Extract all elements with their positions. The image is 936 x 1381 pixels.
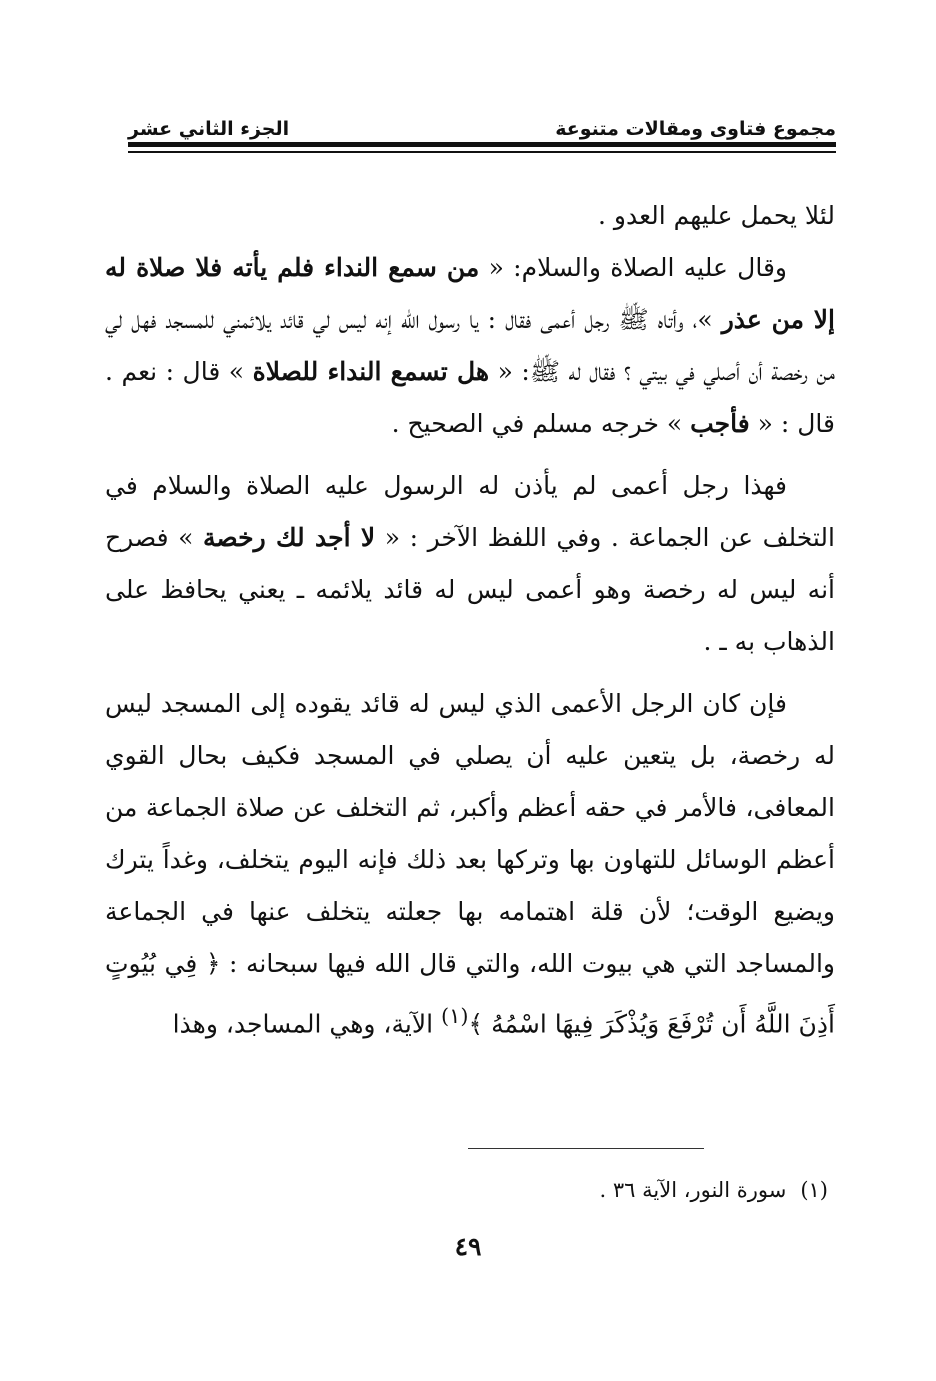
paragraph-2-narrative: »، وأتاه ﷺ رجل أعمى فقال : يا رسول الله إنه ليس لي قائد يلائمني للمسجد فهل لي من رخصة أن أصلي في بيتي ؟ فقال له ﷺ: « [105, 305, 836, 386]
quran-verse: فِي بُيُوتٍ أَذِنَ اللَّهُ أَن تُرْفَعَ وَيُذْكَرَ فِيهَا اسْمُهُ [105, 949, 835, 1039]
running-header [128, 108, 836, 140]
paragraph-2-source: » خرجه مسلم في الصحيح . [391, 409, 691, 438]
page-number: ٤٩ [454, 1232, 482, 1261]
hadith-quote-4: لا أجد لك رخصة [203, 523, 376, 552]
footnote-separator [468, 1148, 704, 1149]
footnote-number: (١) [800, 1178, 828, 1202]
main-text [105, 190, 835, 1060]
paragraph-4-text: فإن كان الرجل الأعمى الذي ليس له قائد يقوده إلى المسجد ليس له رخصة، بل يتعين عليه أن يصلي في المسجد فكيف بحال القوي المعافى، فالأمر في حقه أعظم وأكبر، ثم التخلف عن صلاة الجماعة من أعظم الوسائل للتهاون بها وتركها بعد ذلك فإنه اليوم يتخلف، وغداً يترك ويضيع الوقت؛ لأن قلة اهتمامه بها جعلته يتخلف عنها في الجماعة والمساجد التي هي بيوت الله، والتي قال الله فيها سبحانه : ﴿ [105, 689, 836, 978]
paragraph-3-intro: فهذا رجل أعمى لم يأذن له الرسول عليه الصلاة والسلام في التخلف عن الجماعة . وفي اللفظ الآخر : « [105, 471, 835, 552]
quran-verse-close: ﴾ [468, 1009, 492, 1039]
header-book-title: مجموع فتاوى ومقالات متنوعة [555, 118, 836, 140]
header-rule-thick [128, 142, 836, 147]
paragraph-2-intro: وقال عليه الصلاة والسلام: « [479, 253, 787, 282]
paragraph-4 [105, 678, 835, 1050]
hadith-quote-3: فأجب [690, 409, 750, 438]
paragraph-1: لئلا يحمل عليهم العدو . [597, 201, 835, 230]
footnote [450, 1178, 828, 1202]
hadith-quote-2: هل تسمع النداء للصلاة [252, 357, 490, 386]
hadith-quote-1: من سمع النداء فلم يأته فلا صلاة له إلا من عذر [105, 253, 835, 334]
footnote-marker: (١) [441, 1004, 469, 1028]
paragraph-2 [105, 242, 835, 450]
footnote-text: سورة النور، الآية ٣٦ . [599, 1178, 787, 1202]
header-rule-thin [128, 151, 836, 153]
paragraph-2-reply: » قال : نعم . قال : « [105, 357, 835, 438]
header-volume: الجزء الثاني عشر [128, 118, 290, 140]
paragraph-3 [105, 460, 835, 668]
paragraph-3-rest: » فصرح أنه ليس له رخصة وهو أعمى ليس له قائد يلائمه ـ يعني يحافظ على الذهاب به ـ . [105, 523, 835, 656]
paragraph-4-end: الآية، وهي المساجد، وهذا [172, 1009, 441, 1039]
